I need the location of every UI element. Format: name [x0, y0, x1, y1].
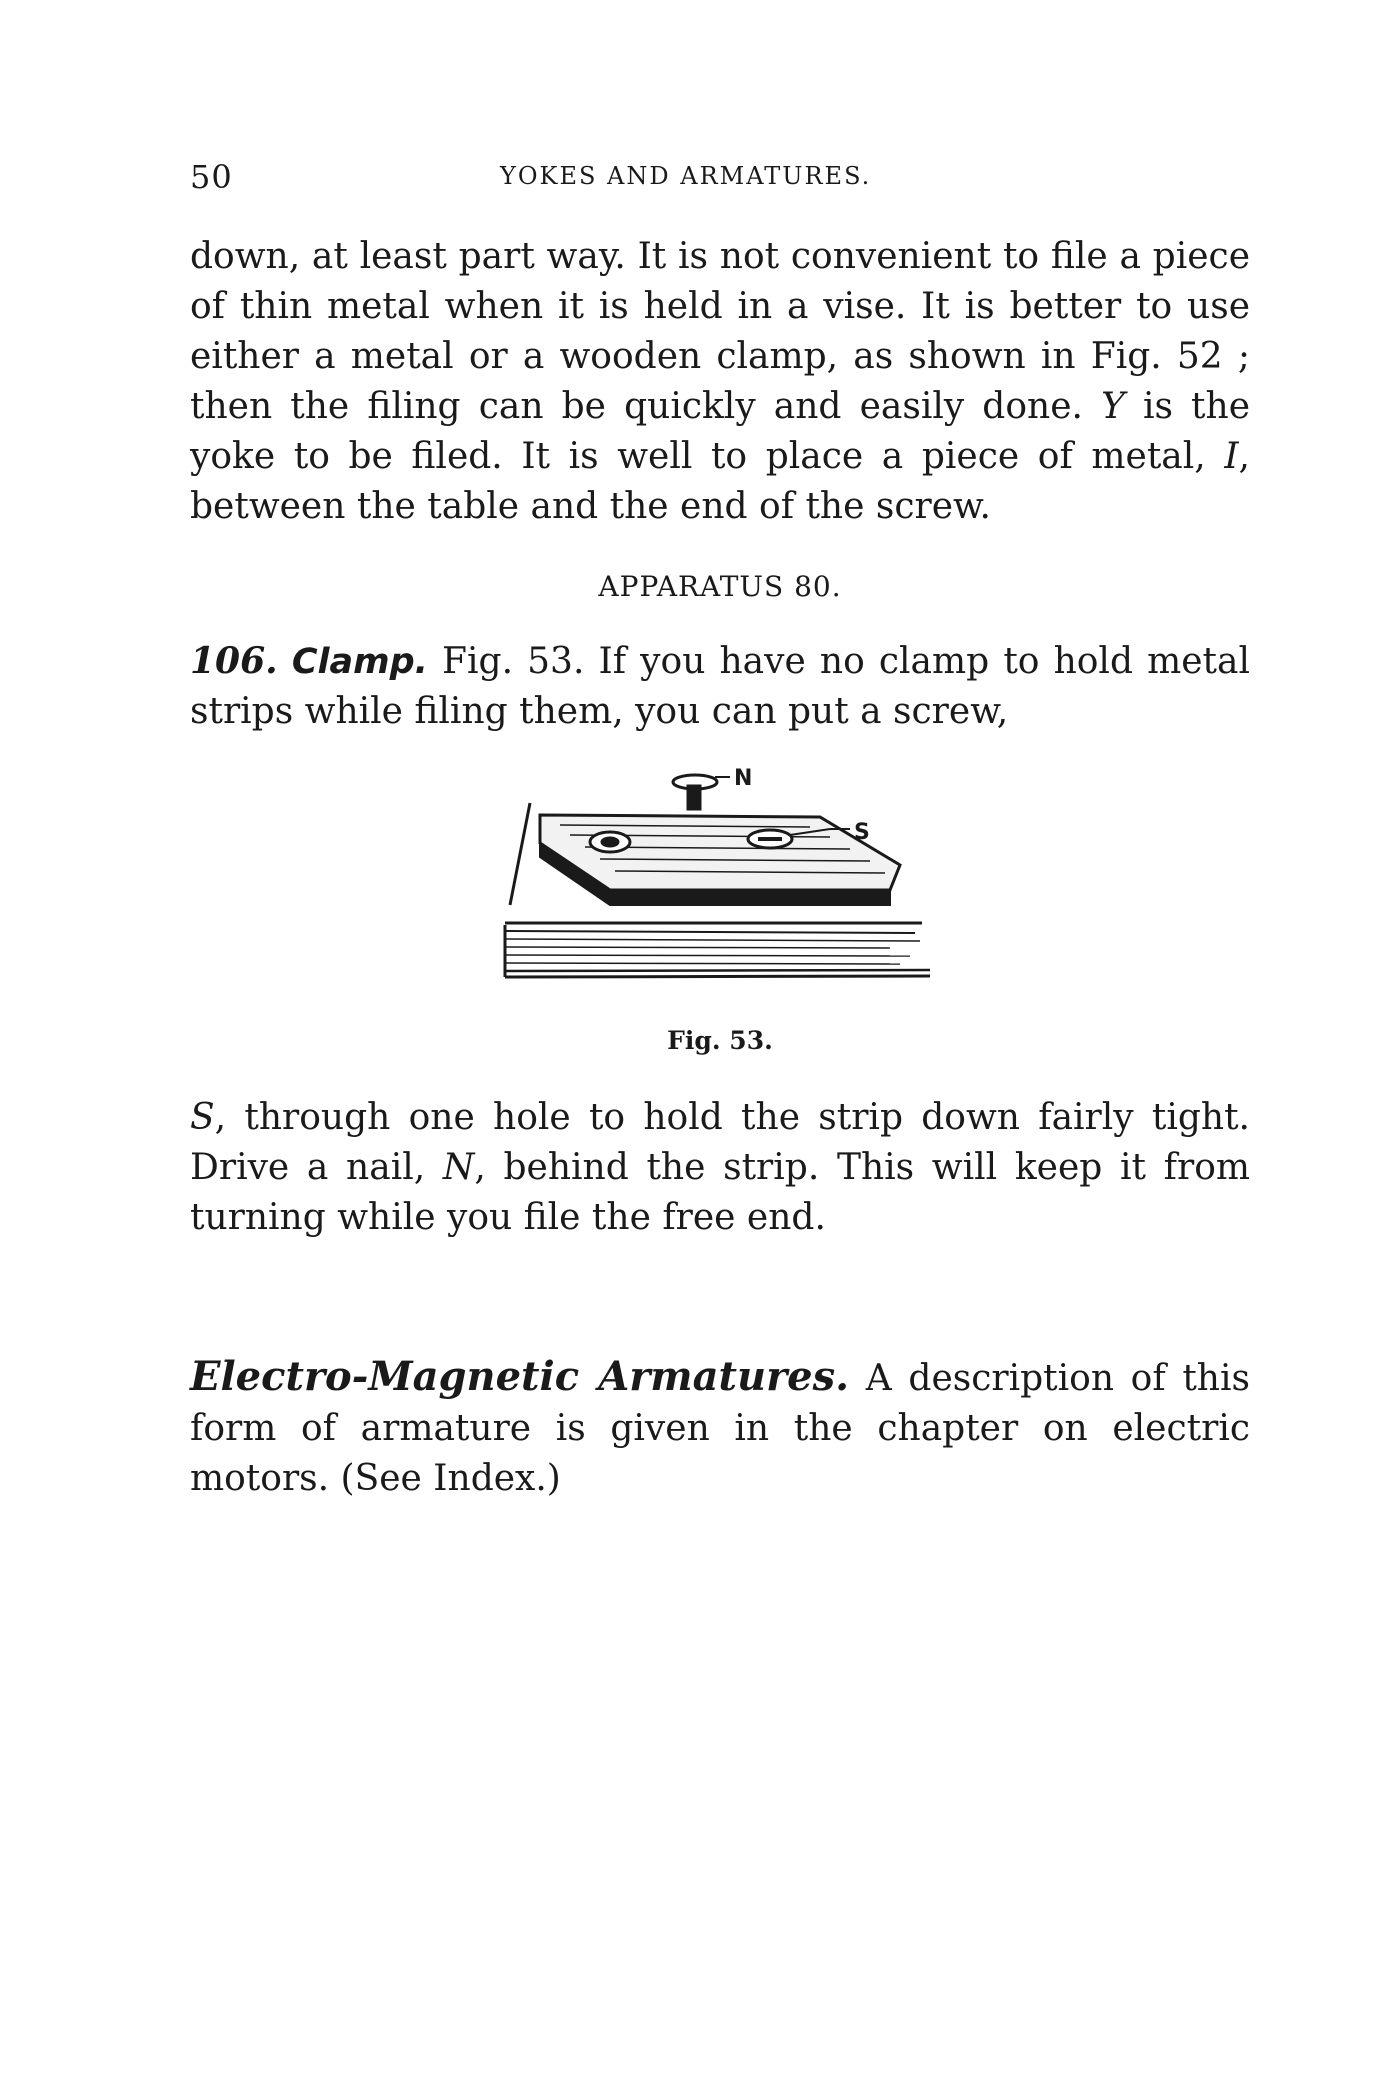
variable-i: I	[1224, 436, 1239, 477]
paragraph-yoke-filing	[190, 232, 1250, 532]
figure-label-s: S	[854, 820, 870, 845]
variable-y: Y	[1101, 386, 1125, 427]
clamp-illustration	[490, 755, 950, 1005]
clamp-block-drawing	[540, 815, 900, 905]
paragraph-clamp	[190, 636, 1250, 737]
paragraph-screw-nail	[190, 1093, 1250, 1243]
nail-drawing	[673, 775, 730, 810]
paragraph-electro-magnetic	[190, 1352, 1250, 1504]
paragraph-text: down, at least part way. It is not convenient to file a piece of thin metal when it is held in a vise. It is better to use either a metal or a wooden clamp, as shown in Fig. 52 ; then the filing can be quickly and easily done.	[190, 236, 1250, 427]
page-number: 50	[190, 158, 233, 196]
paragraph-text: is the yoke to be filed. It is well to place a piece of metal,	[190, 386, 1250, 477]
paragraph-text: , between the table and the end of the screw.	[190, 436, 1250, 527]
page-header	[190, 158, 1250, 198]
figure-label-n: N	[734, 766, 753, 791]
paragraph-text: , through one hole to hold the strip down fairly tight. Drive a nail,	[190, 1097, 1250, 1188]
variable-n: N	[442, 1147, 475, 1188]
figure-caption: Fig. 53.	[667, 1026, 773, 1055]
section-title-electro-magnetic: Electro-Magnetic Armatures.	[190, 1353, 850, 1400]
paragraph-text: A description of this form of armature is given in the chapter on electric motors. (See Index.)	[190, 1358, 1250, 1499]
paragraph-text: , behind the strip. This will keep it from turning while you file the free end.	[190, 1147, 1251, 1238]
section-title: Clamp.	[291, 642, 428, 682]
running-head: YOKES AND ARMATURES.	[500, 162, 872, 190]
paragraph-text: Fig. 53. If you have no clamp to hold metal strips while filing them, you can put a screw,	[190, 641, 1250, 732]
variable-s: S	[190, 1097, 215, 1138]
apparatus-heading: APPARATUS 80.	[598, 570, 842, 603]
section-number: 106.	[190, 640, 278, 682]
